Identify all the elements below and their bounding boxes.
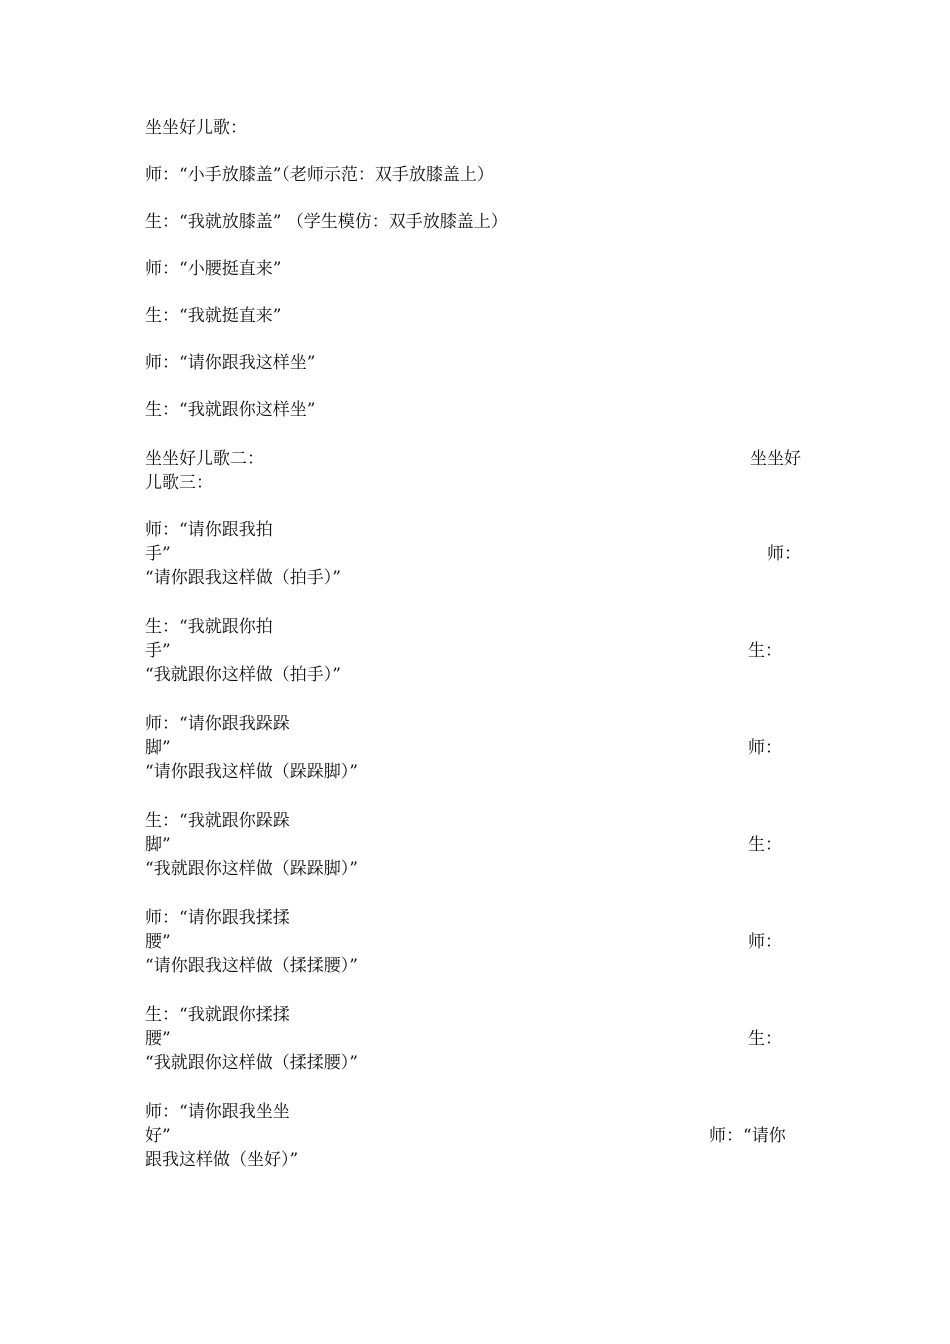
song1-line-2: 生：“我就放膝盖” （学生模仿：双手放膝盖上）	[145, 212, 508, 232]
block-5-line-1: 师：“请你跟我揉揉	[145, 908, 290, 928]
block-1-line-2: 手”	[145, 544, 171, 564]
block-1-line-1: 师：“请你跟我拍	[145, 520, 273, 540]
song1-line-3: 师：“小腰挺直来”	[145, 259, 282, 279]
block-2-line-1: 生：“我就跟你拍	[145, 617, 273, 637]
block-2-right: 生：	[748, 641, 782, 661]
block-7-line-1: 师：“请你跟我坐坐	[145, 1102, 290, 1122]
block-6-line-2: 腰”	[145, 1029, 171, 1049]
block-2-line-2: 手”	[145, 641, 171, 661]
block-4-line-1: 生：“我就跟你跺跺	[145, 811, 290, 831]
block-3-line-3: “请你跟我这样做（跺跺脚）”	[145, 762, 358, 782]
block-1-line-3: “请你跟我这样做（拍手）”	[145, 568, 341, 588]
block-5-right: 师：	[748, 932, 782, 952]
block-5-line-2: 腰”	[145, 932, 171, 952]
block-6-line-3: “我就跟你这样做（揉揉腰）”	[145, 1053, 358, 1073]
block-4-line-3: “我就跟你这样做（跺跺脚）”	[145, 859, 358, 879]
block-5-line-3: “请你跟我这样做（揉揉腰）”	[145, 956, 358, 976]
block-2-line-3: “我就跟你这样做（拍手）”	[145, 665, 341, 685]
block-6-line-1: 生：“我就跟你揉揉	[145, 1005, 290, 1025]
block-3-right: 师：	[748, 738, 782, 758]
song3-title-cont: 儿歌三：	[145, 473, 213, 493]
song1-line-6: 生：“我就跟你这样坐”	[145, 400, 316, 420]
block-7-right: 师：“请你	[709, 1126, 786, 1146]
block-3-line-1: 师：“请你跟我跺跺	[145, 714, 290, 734]
block-3-line-2: 脚”	[145, 738, 171, 758]
block-6-right: 生：	[748, 1029, 782, 1049]
song3-title-part: 坐坐好	[750, 449, 801, 469]
block-4-line-2: 脚”	[145, 835, 171, 855]
block-7-line-3: 跟我这样做（坐好）”	[145, 1150, 299, 1170]
song1-line-5: 师：“请你跟我这样坐”	[145, 353, 316, 373]
song1-title: 坐坐好儿歌：	[145, 118, 247, 138]
song1-line-4: 生：“我就挺直来”	[145, 306, 282, 326]
song1-line-1: 师：“小手放膝盖”（老师示范：双手放膝盖上）	[145, 165, 494, 185]
song2-title: 坐坐好儿歌二：	[145, 449, 264, 469]
block-4-right: 生：	[748, 835, 782, 855]
block-7-line-2: 好”	[145, 1126, 171, 1146]
block-1-right: 师：	[767, 544, 801, 564]
